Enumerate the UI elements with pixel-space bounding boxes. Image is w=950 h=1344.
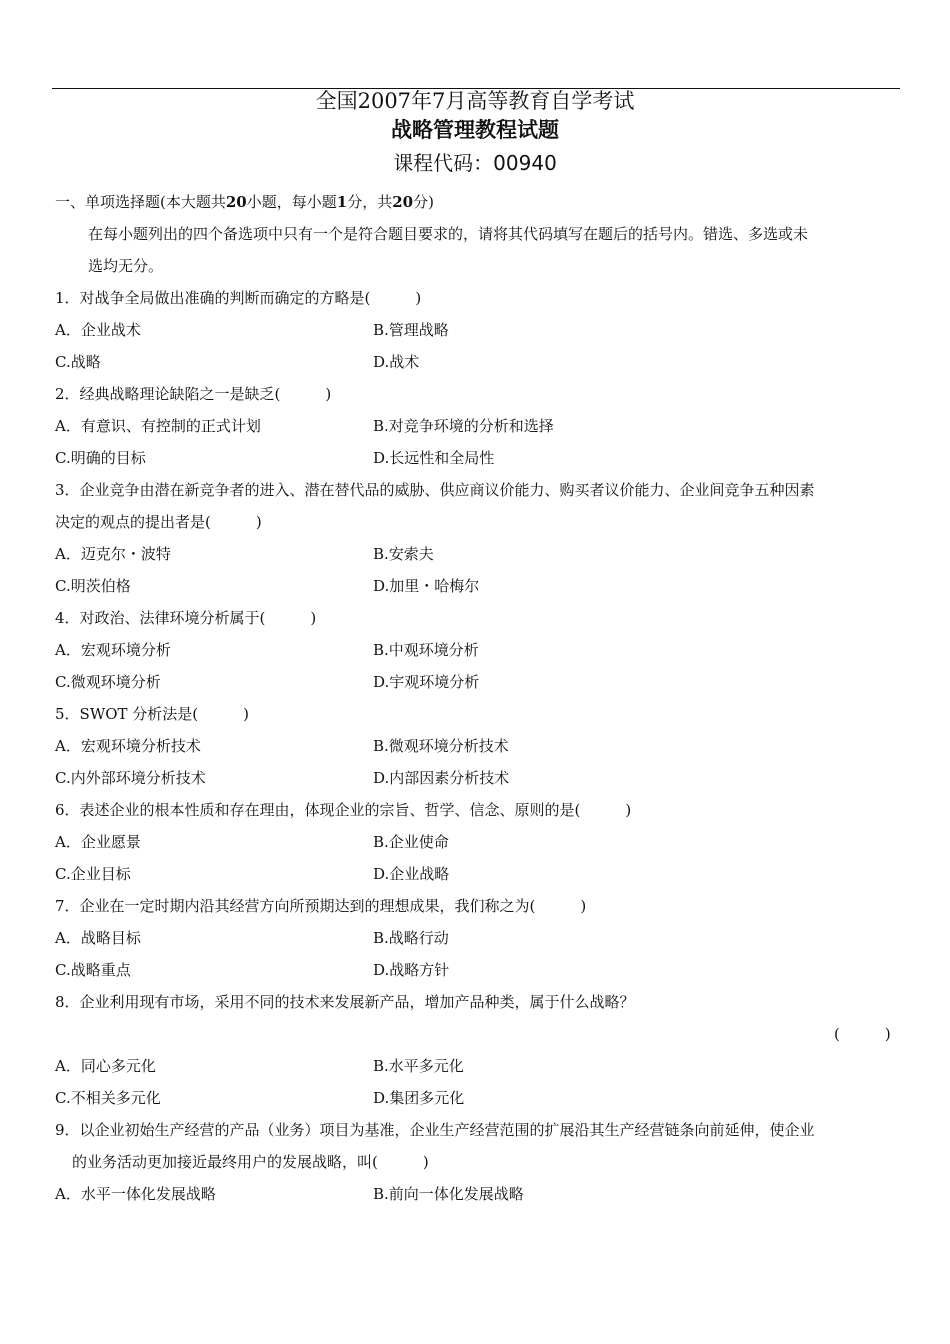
q3-option-a: A．迈克尔・波特: [55, 545, 171, 563]
instruction-line-1: 在每小题列出的四个备选项中只有一个是符合题目要求的，请将其代码填写在题后的括号内。错选、多选或未: [88, 225, 809, 243]
q6-option-b: B.企业使命: [373, 833, 449, 851]
paper-title: 战略管理教程试题: [391, 118, 559, 142]
question-7-stem: 7．企业在一定时期内沿其经营方向所预期达到的理想成果，我们称之为( ): [55, 897, 587, 915]
q5-option-b: B.微观环境分析技术: [373, 737, 509, 755]
q4-option-b: B.中观环境分析: [373, 641, 479, 659]
course-code: 课程代码：00940: [393, 151, 557, 175]
q2-option-b: B.对竞争环境的分析和选择: [373, 417, 554, 435]
question-8-stem: 8．企业利用现有市场，采用不同的技术来发展新产品，增加产品种类，属于什么战略？: [55, 993, 635, 1011]
q4-option-a: A．宏观环境分析: [55, 641, 171, 659]
q2-option-c: C.明确的目标: [55, 449, 146, 467]
q7-option-d: D.战略方针: [373, 961, 450, 979]
q2-option-d: D.长远性和全局性: [373, 449, 495, 467]
q7-option-b: B.战略行动: [373, 929, 449, 947]
q1-option-d: D.战术: [373, 353, 420, 371]
q3-option-c: C.明茨伯格: [55, 577, 131, 595]
exam-title: 全国2007年7月高等教育自学考试: [315, 89, 635, 113]
q8-option-d: D.集团多元化: [373, 1089, 465, 1107]
question-4-stem: 4．对政治、法律环境分析属于( ): [55, 609, 317, 627]
q4-option-c: C.微观环境分析: [55, 673, 161, 691]
question-6-stem: 6．表述企业的根本性质和存在理由，体现企业的宗旨、哲学、信念、原则的是( ): [55, 801, 632, 819]
q6-option-c: C.企业目标: [55, 865, 131, 883]
q8-option-c: C.不相关多元化: [55, 1089, 161, 1107]
question-8-bracket: ( ): [834, 1025, 891, 1043]
q7-option-a: A．战略目标: [55, 929, 141, 947]
question-1-stem: 1．对战争全局做出准确的判断而确定的方略是( ): [55, 289, 422, 307]
q4-option-d: D.宇观环境分析: [373, 673, 480, 691]
instruction-line-2: 选均无分。: [88, 257, 164, 275]
question-3-stem-1: 3．企业竞争由潜在新竞争者的进入、潜在替代品的威胁、供应商议价能力、购买者议价能力、企业间竞争五种因素: [55, 481, 815, 499]
q1-option-b: B.管理战略: [373, 321, 449, 339]
q8-option-b: B.水平多元化: [373, 1057, 464, 1075]
q5-option-a: A．宏观环境分析技术: [55, 737, 201, 755]
section-title: 一、单项选择题(本大题共20小题，每小题1分，共20分): [55, 193, 434, 211]
q8-option-a: A．同心多元化: [55, 1057, 156, 1075]
q5-option-d: D.内部因素分析技术: [373, 769, 510, 787]
question-2-stem: 2．经典战略理论缺陷之一是缺乏( ): [55, 385, 332, 403]
question-5-stem: 5．SWOT 分析法是( ): [55, 705, 250, 723]
q6-option-a: A．企业愿景: [55, 833, 141, 851]
q7-option-c: C.战略重点: [55, 961, 131, 979]
q5-option-c: C.内外部环境分析技术: [55, 769, 206, 787]
q2-option-a: A．有意识、有控制的正式计划: [55, 417, 261, 435]
q9-option-b: B.前向一体化发展战略: [373, 1185, 524, 1203]
q1-option-a: A．企业战术: [55, 321, 141, 339]
question-3-stem-2: 决定的观点的提出者是( ): [55, 513, 262, 531]
question-9-stem-1: 9．以企业初始生产经营的产品（业务）项目为基准，企业生产经营范围的扩展沿其生产经营链条向前延伸，使企业: [55, 1121, 815, 1139]
q3-option-d: D.加里・哈梅尔: [373, 577, 480, 595]
q1-option-c: C.战略: [55, 353, 101, 371]
q9-option-a: A．水平一体化发展战略: [55, 1185, 216, 1203]
q6-option-d: D.企业战略: [373, 865, 450, 883]
q3-option-b: B.安索夫: [373, 545, 434, 563]
question-9-stem-2: 的业务活动更加接近最终用户的发展战略，叫( ): [72, 1153, 429, 1171]
